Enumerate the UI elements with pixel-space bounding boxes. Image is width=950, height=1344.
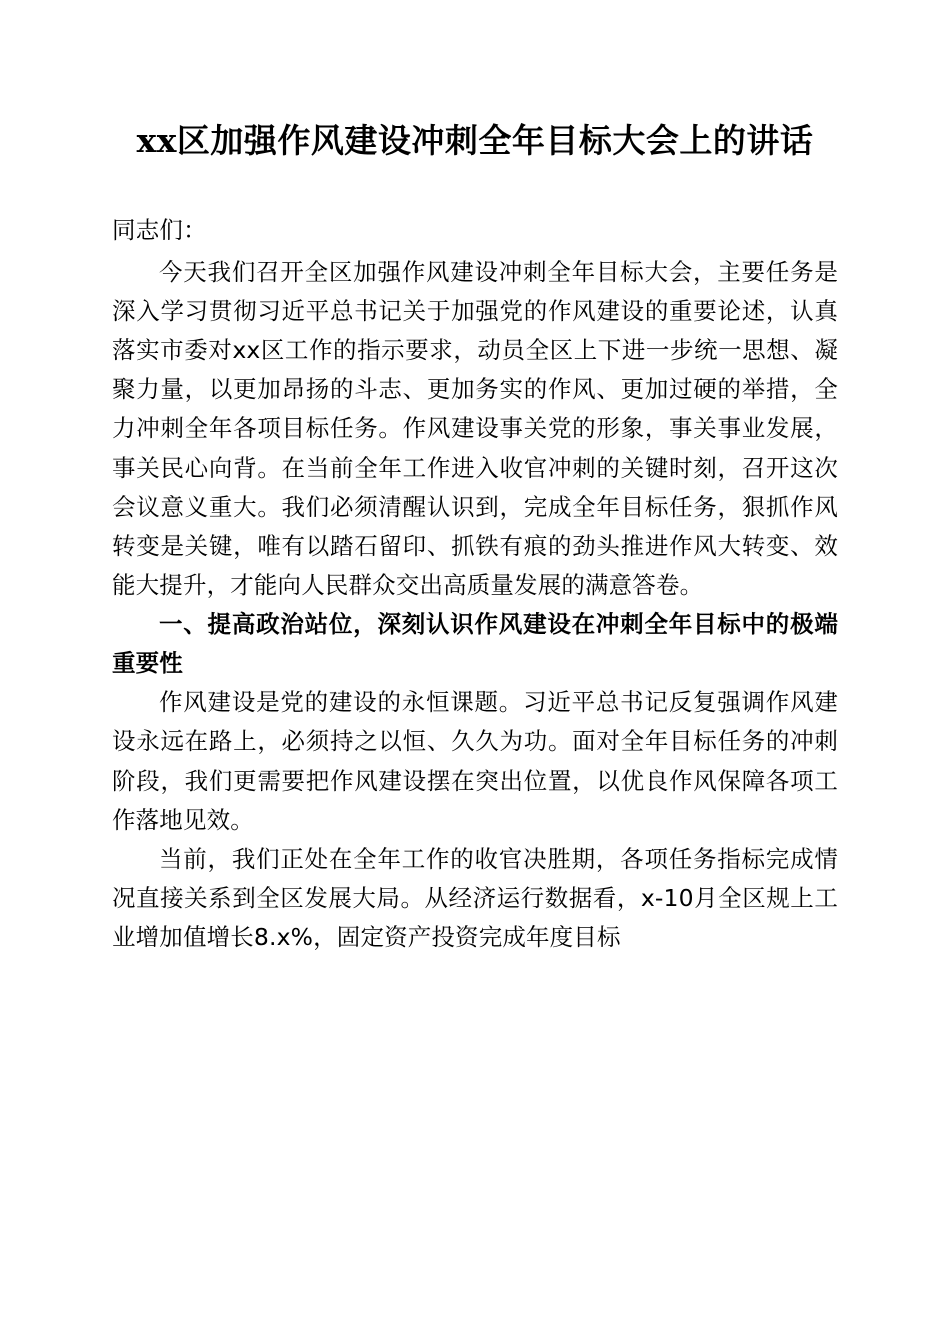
paragraph-3: 当前，我们正处在全年工作的收官决胜期，各项任务指标完成情况直接关系到全区发展大局。从经济运行数据看，x-10月全区规上工业增加值增长8.x%，固定资产投资完成年度目标 <box>112 844 838 952</box>
paragraph-1: 今天我们召开全区加强作风建设冲刺全年目标大会，主要任务是深入学习贯彻习近平总书记关于加强党的作风建设的重要论述，认真落实市委对xx区工作的指示要求，动员全区上下进一步统一思想、凝聚力量，以更加昂扬的斗志、更加务实的作风、更加过硬的举措，全力冲刺全年各项目标任务。作风建设事关党的形象，事关事业发展，事关民心向背。在当前全年工作进入收官冲刺的关键时刻，召开这次会议意义重大。我们必须清醒认识到，完成全年目标任务，狠抓作风转变是关键，唯有以踏石留印、抓铁有痕的劲头推进作风大转变、效能大提升，才能向人民群众交出高质量发展的满意答卷。 <box>112 257 838 599</box>
salutation: 同志们： <box>112 215 207 244</box>
paragraph-2: 作风建设是党的建设的永恒课题。习近平总书记反复强调作风建设永远在路上，必须持之以恒、久久为功。面对全年目标任务的冲刺阶段，我们更需要把作风建设摆在突出位置，以优良作风保障各项工作落地见效。 <box>112 688 838 834</box>
section-heading-1: 一、提高政治站位，深刻认识作风建设在冲刺全年目标中的极端重要性 <box>112 610 838 678</box>
page-title: xx区加强作风建设冲刺全年目标大会上的讲话 <box>136 121 814 160</box>
